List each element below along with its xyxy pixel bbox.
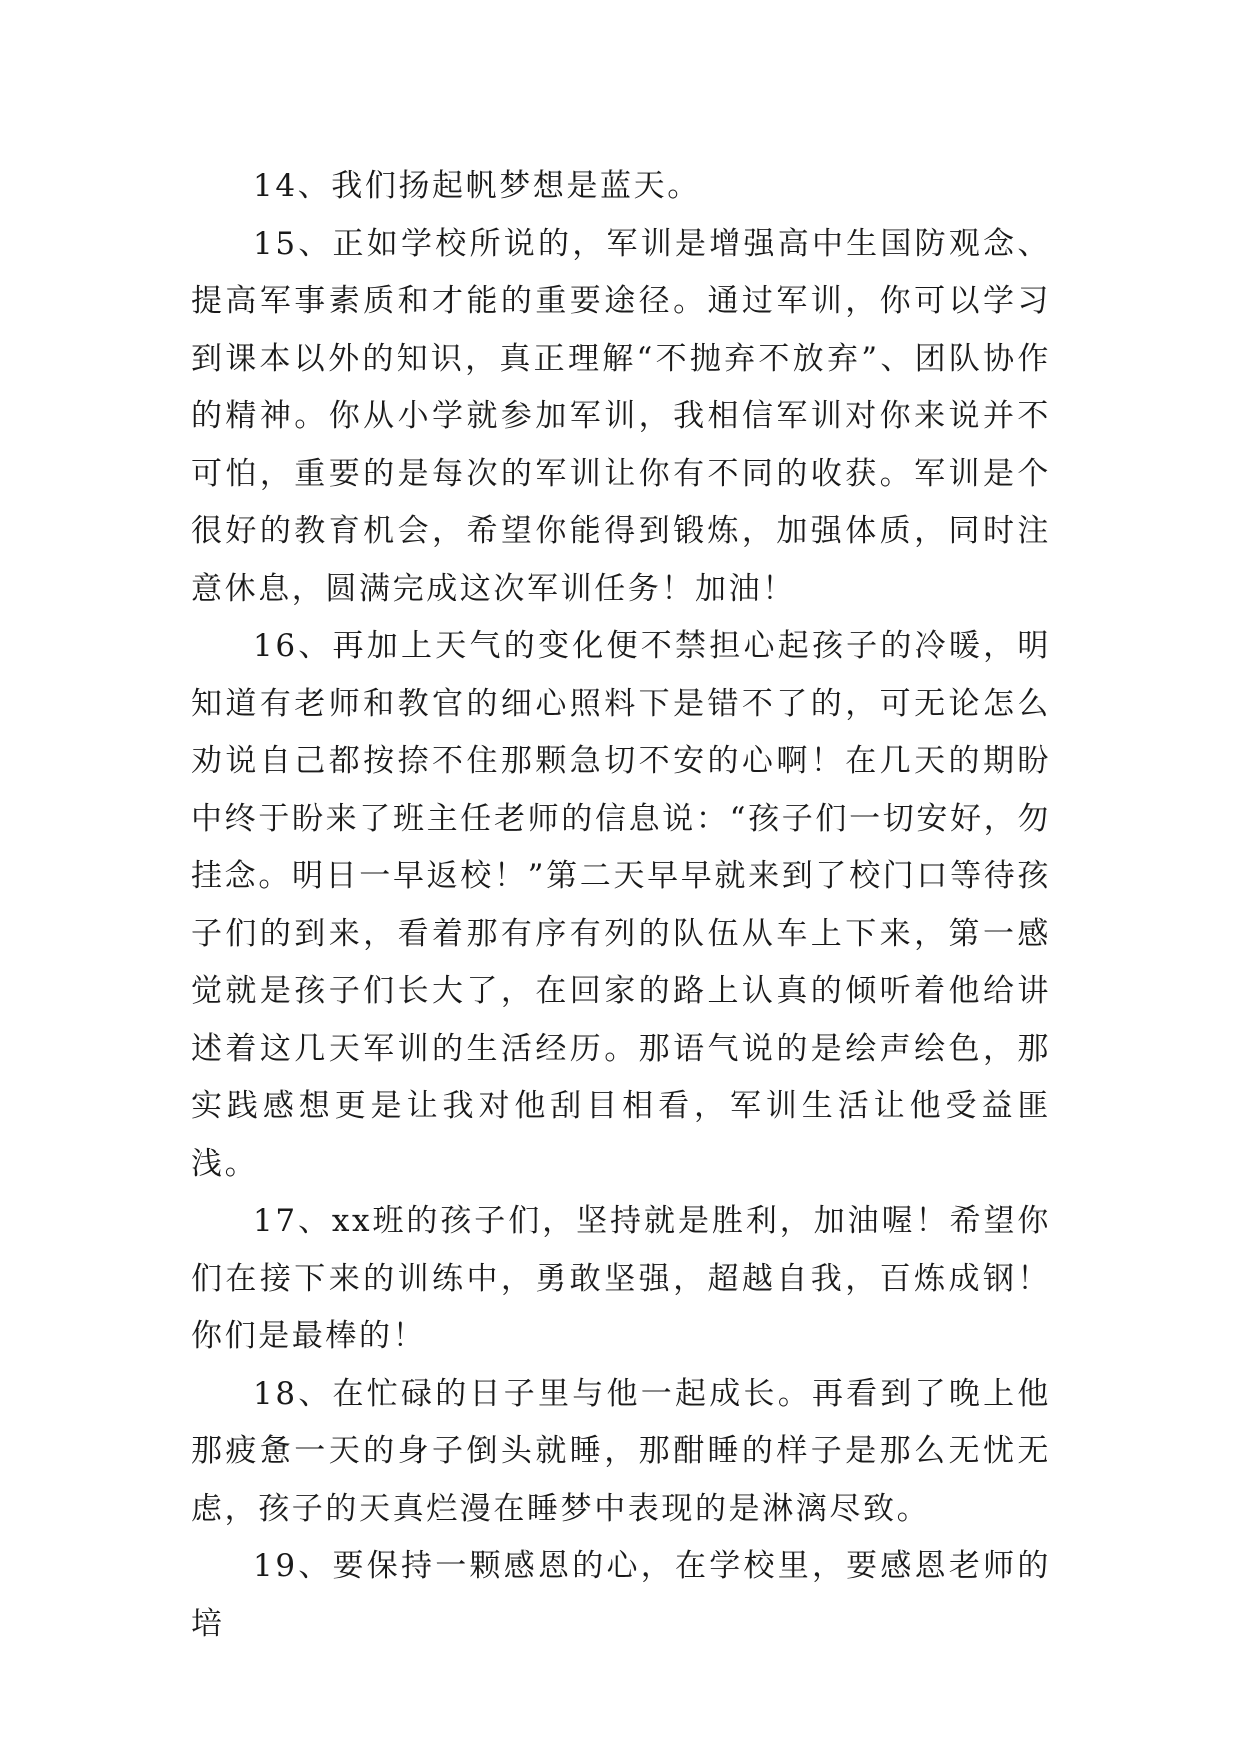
paragraph-18: 18、在忙碌的日子里与他一起成长。再看到了晚上他那疲惫一天的身子倒头就睡，那酣睡的样子是那么无忧无虑，孩子的天真烂漫在睡梦中表现的是淋漓尽致。 [191, 1375, 1051, 1527]
paragraph-19: 19、要保持一颗感恩的心，在学校里，要感恩老师的培 [191, 1548, 1051, 1642]
paragraph-16: 16、再加上天气的变化便不禁担心起孩子的冷暖，明知道有老师和教官的细心照料下是错不了的，可无论怎么劝说自己都按捺不住那颗急切不安的心啊！在几天的期盼中终于盼来了班主任老师的信息说：“孩子们一切安好，勿挂念。明日一早返校！”第二天早早就来到了校门口等待孩子们的到来，看着那有序有列的队伍从车上下来，第一感觉就是孩子们长大了，在回家的路上认真的倾听着他给讲述着这几天军训的生活经历。那语气说的是绘声绘色，那实践感想更是让我对他刮目相看，军训生活让他受益匪浅。 [191, 628, 1051, 1182]
paragraph-17: 17、xx班的孩子们，坚持就是胜利，加油喔！希望你们在接下来的训练中，勇敢坚强，超越自我，百炼成钢！你们是最棒的！ [191, 1203, 1051, 1354]
document-page [191, 158, 1051, 1653]
paragraph-14: 14、我们扬起帆梦想是蓝天。 [253, 168, 701, 204]
paragraph-15: 15、正如学校所说的，军训是增强高中生国防观念、提高军事素质和才能的重要途径。通过军训，你可以学习到课本以外的知识，真正理解“不抛弃不放弃”、团队协作的精神。你从小学就参加军训，我相信军训对你来说并不可怕，重要的是每次的军训让你有不同的收获。军训是个很好的教育机会，希望你能得到锻炼，加强体质，同时注意休息，圆满完成这次军训任务！加油！ [191, 225, 1051, 607]
